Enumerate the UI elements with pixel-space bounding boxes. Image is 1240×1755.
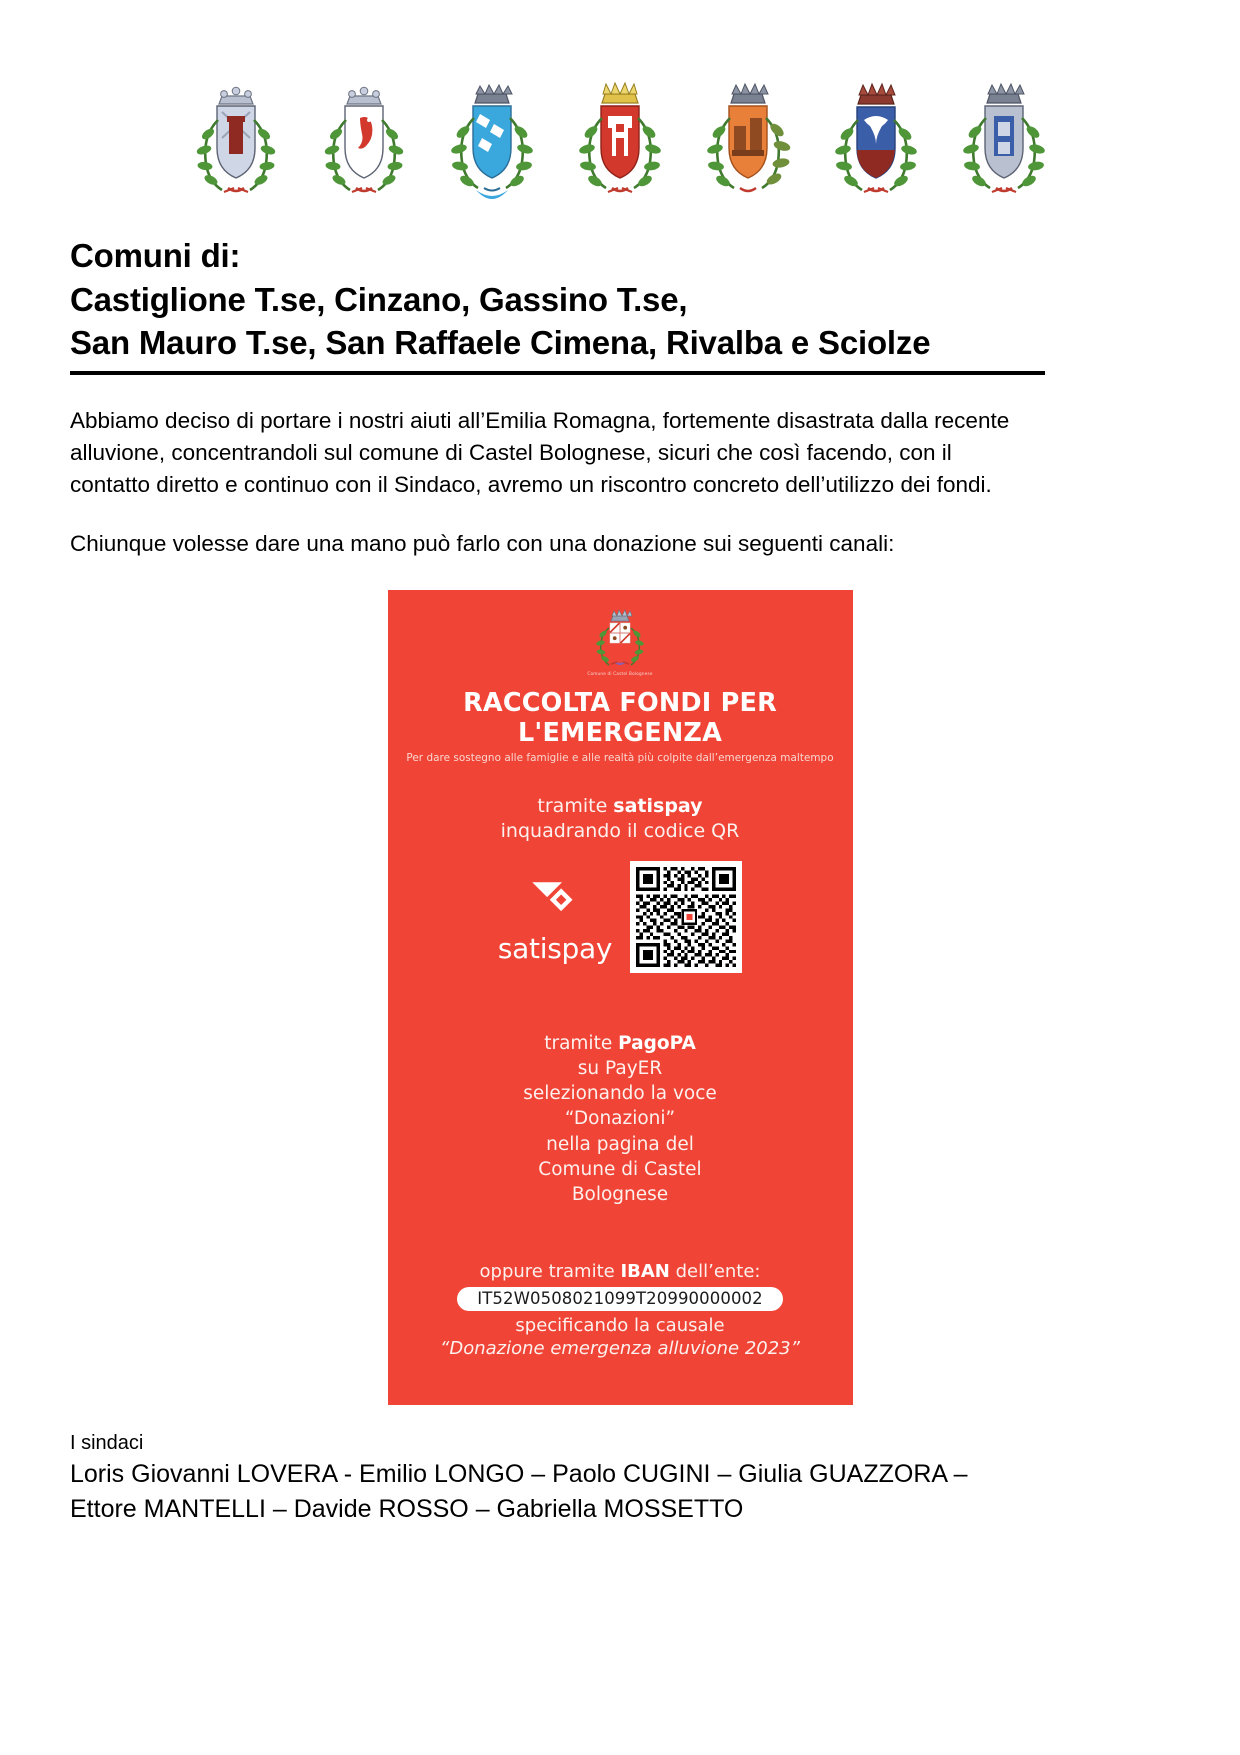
satispay-wordmark: satispay [497, 931, 613, 965]
poster-title: RACCOLTA FONDI PER L'EMERGENZA [463, 688, 777, 749]
castel-bolognese-crest-icon [591, 608, 649, 670]
satispay-line-2: inquadrando il codice QR [500, 819, 740, 842]
satispay-logo-and-qr [388, 861, 853, 973]
satispay-line-1-bold: satispay [613, 795, 703, 818]
satispay-section [388, 794, 853, 973]
page-title-line-3: San Mauro T.se, San Raffaele Cimena, Rivalba e Sciolze [70, 324, 931, 362]
crest-castiglione-torinese-icon [184, 62, 288, 212]
pagopa-line-7: Bolognese [571, 1183, 669, 1205]
page-title-line-2: Castiglione T.se, Cinzano, Gassino T.se, [70, 280, 688, 318]
satispay-line-1-prefix: tramite [537, 795, 614, 818]
pagopa-line-6: Comune di Castel [538, 1158, 702, 1180]
iban-causale-value: “Donazione emergenza alluvione 2023” [440, 1338, 800, 1360]
pagopa-line-5: nella pagina del [546, 1133, 694, 1155]
signature-names [70, 1457, 1050, 1526]
iban-lead-suffix: dell’ente: [669, 1261, 761, 1283]
donation-poster-container [0, 590, 1240, 1405]
paragraph-call-to-action: Chiunque volesse dare una mano può farlo con una donazione sui seguenti canali: [70, 531, 895, 557]
signature-label: I sindaci [70, 1432, 144, 1455]
crest-sciolze-icon [952, 62, 1056, 212]
satispay-qr-code[interactable] [630, 861, 742, 973]
crest-gassino-torinese-icon [440, 62, 544, 212]
iban-causale-label: specificando la causale [515, 1315, 725, 1337]
iban-section [388, 1261, 853, 1359]
crest-cinzano-icon [312, 62, 416, 212]
pagopa-line-1-bold: PagoPA [618, 1033, 696, 1055]
qr-code-icon [636, 867, 736, 967]
pagopa-line-1 [388, 1031, 853, 1056]
satispay-mark-icon [527, 870, 583, 926]
satispay-line-1 [388, 794, 853, 818]
poster-crest-block [388, 590, 853, 676]
crest-san-raffaele-cimena-icon [696, 62, 800, 212]
poster-crest-caption: Comune di Castel Bolognese [587, 671, 653, 677]
pagopa-line-2: su PayER [577, 1058, 663, 1080]
page-title-line-1: Comuni di: [70, 237, 241, 274]
paragraph-intro: Abbiamo deciso di portare i nostri aiuti all’Emilia Romagna, fortemente disastrata dalla recente alluvione, concentrandoli sul comune di Castel Bolognese, sicuri che così facendo, con il contatto diretto e continuo con il Sindaco, avremo un riscontro concreto dell’utilizzo dei fondi. [70, 407, 1010, 497]
pagopa-section [388, 1031, 853, 1207]
crest-rivalba-icon [824, 62, 928, 212]
pagopa-line-3: selezionando la voce [523, 1083, 717, 1105]
pagopa-line-4: “Donazioni” [564, 1108, 676, 1130]
signature-names-line-1: Loris Giovanni LOVERA - Emilio LONGO – Paolo CUGINI – Giulia GUAZZORA – [70, 1460, 968, 1489]
iban-value[interactable]: IT52W0508021099T20990000002 [457, 1287, 783, 1311]
poster-subtitle: Per dare sostegno alle famiglie e alle realtà più colpite dall’emergenza maltempo [406, 752, 834, 765]
iban-lead-bold: IBAN [620, 1261, 670, 1283]
crest-san-mauro-torinese-icon [568, 62, 672, 212]
iban-lead-prefix: oppure tramite [479, 1261, 621, 1283]
donation-poster [388, 590, 853, 1405]
body-copy [70, 405, 1030, 561]
municipal-crests-row [0, 0, 1240, 216]
pagopa-line-1-prefix: tramite [544, 1033, 619, 1055]
satispay-logo [498, 870, 612, 965]
signature-names-line-2: Ettore MANTELLI – Davide ROSSO – Gabriella MOSSETTO [70, 1494, 744, 1523]
title-divider [70, 371, 1045, 375]
page-title [70, 234, 1170, 365]
iban-lead-line [388, 1261, 853, 1282]
signature-block [70, 1431, 1050, 1526]
